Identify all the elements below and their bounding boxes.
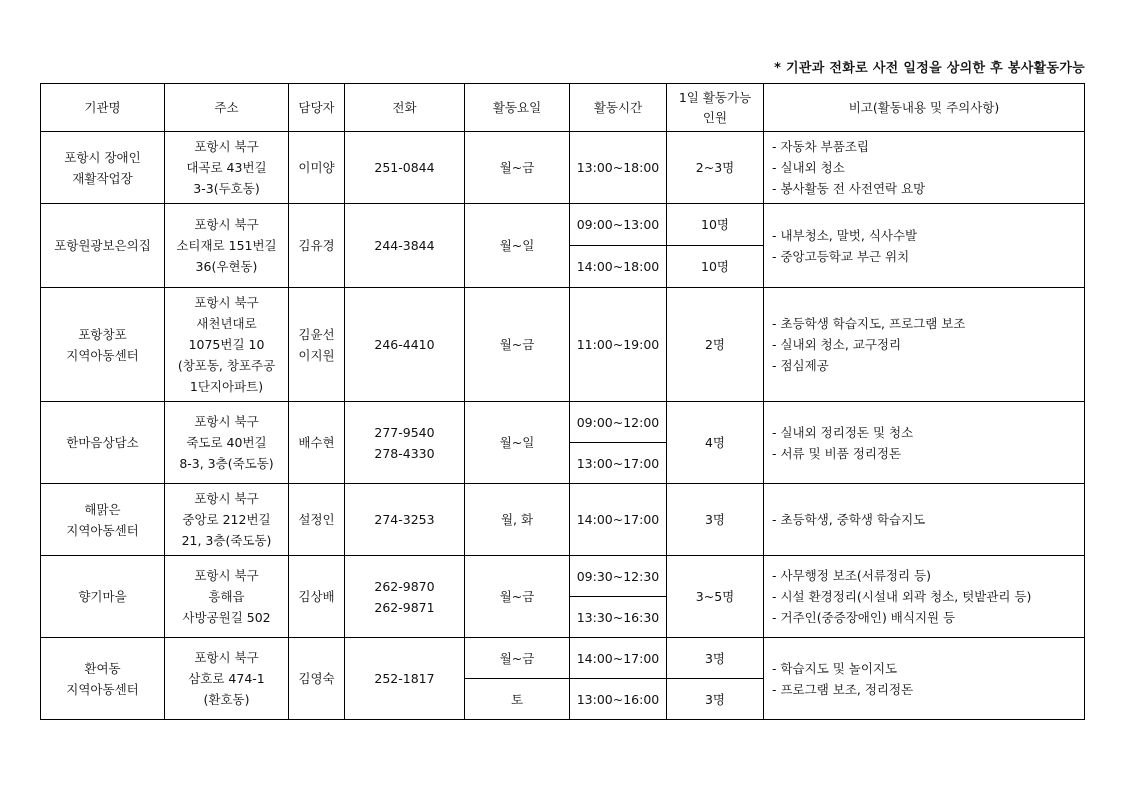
manager-cell-line: 이지원	[298, 347, 335, 363]
org-cell-line: 향기마을	[78, 589, 127, 604]
remarks-cell-line: - 프로그램 보조, 정리정돈	[772, 681, 914, 697]
table-row	[41, 556, 1085, 597]
org-cell-line: 환여동	[84, 660, 121, 676]
org-cell	[41, 638, 165, 720]
phone-cell	[345, 288, 465, 402]
phone-cell	[345, 132, 465, 204]
time-cell: 13:00~17:00	[570, 443, 667, 484]
table-row	[41, 402, 1085, 443]
remarks-cell-line: - 거주인(중증장애인) 배식지원 등	[772, 610, 956, 625]
table-row	[41, 484, 1085, 556]
phone-cell-line: 277-9540	[374, 424, 435, 440]
remarks-cell	[764, 484, 1085, 556]
table-body	[41, 132, 1085, 720]
remarks-cell-line: - 중앙고등학교 부근 위치	[772, 248, 910, 264]
phone-cell-line: 244-3844	[374, 238, 435, 253]
capacity-cell: 2명	[667, 288, 764, 402]
phone-cell	[345, 402, 465, 484]
address-cell-line: 1075번길 10	[188, 337, 265, 352]
header-hours: 활동시간	[570, 84, 667, 132]
address-cell-line: 포항시 북구	[194, 568, 259, 583]
manager-cell-line: 김영숙	[298, 671, 335, 686]
phone-cell-line: 278-4330	[374, 445, 435, 461]
remarks-cell-line: - 실내외 청소	[772, 160, 845, 175]
remarks-cell-line: - 실내외 청소, 교구정리	[772, 337, 902, 352]
address-cell	[165, 638, 289, 720]
table-row	[41, 132, 1085, 204]
volunteer-schedule-table	[40, 83, 1085, 720]
manager-cell-line: 김상배	[298, 589, 335, 604]
org-cell	[41, 204, 165, 288]
org-cell-line: 해맑은	[84, 501, 121, 517]
address-cell-line: 소티재로 151번길	[176, 238, 277, 253]
manager-cell-line: 설정인	[298, 512, 335, 527]
remarks-cell-line: - 자동차 부품조립	[772, 139, 869, 154]
time-cell: 09:00~12:00	[570, 402, 667, 443]
org-cell-line: 재활작업장	[72, 170, 133, 186]
address-cell-line: 21, 3층(죽도동)	[181, 533, 272, 548]
manager-cell	[289, 204, 345, 288]
capacity-cell: 3명	[667, 679, 764, 720]
time-cell: 14:00~18:00	[570, 246, 667, 288]
org-cell-line: 지역아동센터	[66, 347, 139, 363]
address-cell	[165, 484, 289, 556]
org-cell-line: 한마음상담소	[66, 435, 139, 450]
time-cell: 13:30~16:30	[570, 597, 667, 638]
capacity-cell: 10명	[667, 204, 764, 246]
org-cell-line: 지역아동센터	[66, 681, 139, 697]
remarks-cell-line: - 학습지도 및 놀이지도	[772, 660, 898, 676]
remarks-cell	[764, 638, 1085, 720]
remarks-cell-line: - 실내외 정리정돈 및 청소	[772, 424, 914, 440]
header-days: 활동요일	[465, 84, 570, 132]
time-cell: 14:00~17:00	[570, 638, 667, 679]
days-cell: 월~금	[465, 638, 570, 679]
days-cell: 토	[465, 679, 570, 720]
remarks-cell	[764, 556, 1085, 638]
manager-cell	[289, 484, 345, 556]
phone-cell	[345, 638, 465, 720]
org-cell-line: 지역아동센터	[66, 522, 139, 538]
phone-cell-line: 262-9871	[374, 599, 435, 615]
phone-cell-line: 251-0844	[374, 160, 435, 175]
manager-cell-line: 배수현	[298, 435, 335, 450]
manager-cell	[289, 402, 345, 484]
address-cell-line: 사방공원길 502	[182, 610, 271, 625]
remarks-cell-line: - 내부청소, 말벗, 식사수발	[772, 227, 918, 243]
address-cell	[165, 132, 289, 204]
header-address: 주소	[165, 84, 289, 132]
remarks-cell-line: - 봉사활동 전 사전연락 요망	[772, 181, 926, 196]
header-capacity-line1: 1일 활동가능	[678, 89, 752, 105]
address-cell-line: 36(우현동)	[195, 259, 258, 274]
address-cell-line: 8-3, 3층(죽도동)	[179, 456, 274, 471]
header-row	[41, 84, 1085, 132]
address-cell-line: (창포동, 창포주공	[177, 358, 276, 373]
address-cell	[165, 402, 289, 484]
org-cell	[41, 402, 165, 484]
address-cell-line: 대곡로 43번길	[186, 160, 267, 175]
remarks-cell-line: - 초등학생, 중학생 학습지도	[772, 512, 926, 527]
time-cell: 13:00~18:00	[570, 132, 667, 204]
capacity-cell: 4명	[667, 402, 764, 484]
address-cell-line: 포항시 북구	[194, 295, 259, 310]
header-phone: 전화	[345, 84, 465, 132]
remarks-cell-line: - 서류 및 비품 정리정돈	[772, 445, 902, 461]
org-cell-line: 포항창포	[78, 326, 127, 342]
manager-cell-line: 이미양	[298, 160, 335, 175]
address-cell-line: 죽도로 40번길	[186, 435, 267, 450]
address-cell-line: 3-3(두호동)	[193, 181, 260, 196]
org-cell	[41, 132, 165, 204]
address-cell-line: 포항시 북구	[194, 650, 259, 665]
remarks-cell	[764, 204, 1085, 288]
org-cell-line: 포항시 장애인	[64, 149, 141, 165]
phone-cell-line: 274-3253	[374, 512, 435, 527]
org-cell	[41, 288, 165, 402]
remarks-cell	[764, 132, 1085, 204]
address-cell-line: 포항시 북구	[194, 414, 259, 429]
manager-cell	[289, 288, 345, 402]
manager-cell	[289, 556, 345, 638]
days-cell: 월~일	[465, 204, 570, 288]
time-cell: 09:30~12:30	[570, 556, 667, 597]
header-capacity	[667, 84, 764, 132]
time-cell: 11:00~19:00	[570, 288, 667, 402]
table-row	[41, 638, 1085, 679]
phone-cell	[345, 556, 465, 638]
remarks-cell	[764, 402, 1085, 484]
phone-cell-line: 246-4410	[374, 337, 435, 352]
org-cell	[41, 556, 165, 638]
capacity-cell: 3명	[667, 484, 764, 556]
address-cell-line: 포항시 북구	[194, 217, 259, 232]
manager-cell	[289, 638, 345, 720]
address-cell-line: 포항시 북구	[194, 491, 259, 506]
days-cell: 월~일	[465, 402, 570, 484]
notice-text: * 기관과 전화로 사전 일정을 상의한 후 봉사활동가능	[774, 61, 1085, 76]
time-cell: 13:00~16:00	[570, 679, 667, 720]
address-cell	[165, 288, 289, 402]
header-capacity-line2: 인원	[702, 109, 728, 125]
table-row	[41, 204, 1085, 246]
remarks-cell-line: - 점심제공	[772, 358, 829, 373]
header-org: 기관명	[41, 84, 165, 132]
header-remarks: 비고(활동내용 및 주의사항)	[764, 84, 1085, 132]
org-cell	[41, 484, 165, 556]
table-row	[41, 288, 1085, 402]
remarks-cell-line: - 사무행정 보조(서류정리 등)	[772, 568, 932, 583]
address-cell-line: 1단지아파트)	[189, 379, 264, 394]
phone-cell	[345, 204, 465, 288]
phone-cell-line: 262-9870	[374, 578, 435, 594]
time-cell: 14:00~17:00	[570, 484, 667, 556]
address-cell-line: 흥해읍	[208, 589, 245, 604]
address-cell	[165, 556, 289, 638]
org-cell-line: 포항원광보은의집	[54, 238, 151, 253]
days-cell: 월, 화	[465, 484, 570, 556]
days-cell: 월~금	[465, 288, 570, 402]
address-cell-line: 삼호로 474-1	[188, 671, 265, 686]
manager-cell	[289, 132, 345, 204]
days-cell: 월~금	[465, 556, 570, 638]
address-cell-line: 새천년대로	[196, 316, 257, 331]
address-cell-line: (환호동)	[203, 692, 250, 707]
time-cell: 09:00~13:00	[570, 204, 667, 246]
remarks-cell-line: - 초등학생 학습지도, 프로그램 보조	[772, 316, 966, 331]
address-cell-line: 중앙로 212번길	[182, 512, 271, 527]
header-manager: 담당자	[289, 84, 345, 132]
remarks-cell-line: - 시설 환경정리(시설내 외곽 청소, 텃밭관리 등)	[772, 589, 1032, 604]
capacity-cell: 2~3명	[667, 132, 764, 204]
phone-cell	[345, 484, 465, 556]
address-cell-line: 포항시 북구	[194, 139, 259, 154]
manager-cell-line: 김윤선	[298, 326, 335, 342]
days-cell: 월~금	[465, 132, 570, 204]
remarks-cell	[764, 288, 1085, 402]
capacity-cell: 3~5명	[667, 556, 764, 638]
address-cell	[165, 204, 289, 288]
capacity-cell: 10명	[667, 246, 764, 288]
capacity-cell: 3명	[667, 638, 764, 679]
manager-cell-line: 김유경	[298, 238, 335, 253]
phone-cell-line: 252-1817	[374, 671, 435, 686]
